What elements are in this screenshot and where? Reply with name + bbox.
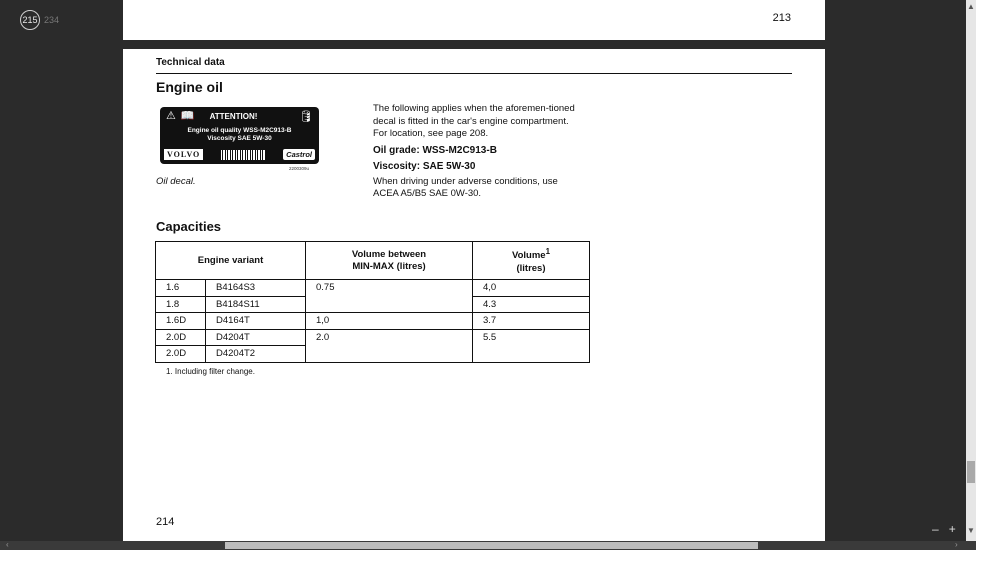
decal-image-code: 2200309u	[289, 166, 310, 171]
table-row	[156, 313, 590, 330]
scroll-left-icon[interactable]: ‹	[6, 540, 9, 549]
horizontal-scrollbar[interactable]	[0, 541, 976, 550]
oil-can-icon: 🛢	[299, 111, 313, 123]
zoom-in-button[interactable]: +	[948, 522, 956, 536]
engine-cell: 2.0D	[156, 346, 206, 363]
current-page-badge[interactable]: 215	[20, 10, 40, 30]
section-title: Technical data	[156, 57, 225, 68]
page-number: 214	[156, 516, 175, 528]
zoom-out-button[interactable]: –	[932, 522, 939, 536]
scroll-right-icon[interactable]: ›	[955, 540, 958, 549]
minmax-cell: 1,0	[306, 313, 473, 330]
bottom-margin	[0, 550, 1000, 582]
header-volume-between: Volume between MIN-MAX (litres)	[306, 242, 473, 280]
engine-cell: 2.0D	[156, 329, 206, 346]
table-row	[156, 280, 590, 297]
intro-paragraph: The following applies when the aforemen-tioned decal is fitted in the car's engine compartment. For location, see page 208.	[373, 103, 575, 139]
capacities-heading: Capacities	[156, 219, 222, 234]
volume-cell: 4,0	[473, 280, 590, 297]
zoom-controls	[932, 522, 956, 536]
total-pages: 234	[44, 15, 60, 25]
document-page	[123, 49, 825, 546]
section-rule	[156, 73, 792, 74]
engine-cell: 1.8	[156, 296, 206, 313]
castrol-logo: Castrol	[283, 149, 315, 160]
oil-decal-image	[160, 107, 319, 164]
decal-viscosity: Viscosity SAE 5W-30	[207, 135, 272, 142]
vertical-scrollbar[interactable]	[966, 0, 976, 550]
table-row	[156, 329, 590, 346]
header-volume: Volume$^1$ (litres)	[473, 242, 590, 280]
minmax-cell: 0.75	[306, 280, 473, 313]
volume-cell: 4.3	[473, 296, 590, 313]
warning-triangle-icon: ⚠	[166, 110, 176, 122]
volume-cell: 3.7	[473, 313, 590, 330]
table-header-row	[156, 242, 590, 280]
scroll-down-icon[interactable]: ▼	[967, 526, 975, 535]
adverse-conditions-text: When driving under adverse conditions, use ACEA A5/B5 SAE 0W-30.	[373, 175, 558, 199]
engine-code-cell: B4164S3	[206, 280, 306, 297]
previous-page-number: 213	[772, 12, 791, 24]
engine-cell: 1.6	[156, 280, 206, 297]
oil-grade: Oil grade: WSS-M2C913-B	[373, 144, 497, 156]
decal-oil-quality: Engine oil quality WSS-M2C913-B	[187, 127, 292, 134]
header-engine-variant: Engine variant	[156, 242, 306, 280]
footnote: 1. Including filter change.	[166, 367, 255, 376]
volume-cell: 5.5	[473, 329, 590, 362]
page-indicator	[20, 10, 59, 30]
engine-code-cell: B4184S11	[206, 296, 306, 313]
barcode-icon	[221, 150, 265, 160]
engine-code-cell: D4204T2	[206, 346, 306, 363]
engine-code-cell: D4204T	[206, 329, 306, 346]
decal-top-row	[166, 111, 257, 122]
oil-spec-text	[373, 103, 583, 201]
decal-attention: ATTENTION!	[209, 112, 258, 121]
capacities-table	[155, 241, 590, 363]
manual-book-icon: 📖	[180, 110, 195, 122]
engine-cell: 1.6D	[156, 313, 206, 330]
vertical-scroll-thumb[interactable]	[967, 461, 975, 483]
scroll-up-icon[interactable]: ▲	[967, 2, 975, 11]
volvo-logo: VOLVO	[164, 149, 203, 160]
engine-code-cell: D4164T	[206, 313, 306, 330]
previous-page	[123, 0, 825, 40]
minmax-cell: 2.0	[306, 329, 473, 362]
decal-bottom-row	[164, 148, 315, 161]
footnote-marker: 1	[545, 247, 550, 257]
horizontal-scroll-thumb[interactable]	[225, 542, 758, 549]
engine-oil-heading: Engine oil	[156, 79, 223, 95]
viscosity: Viscosity: SAE 5W-30	[373, 161, 476, 172]
right-margin	[976, 0, 1000, 582]
decal-caption: Oil decal.	[156, 176, 196, 187]
